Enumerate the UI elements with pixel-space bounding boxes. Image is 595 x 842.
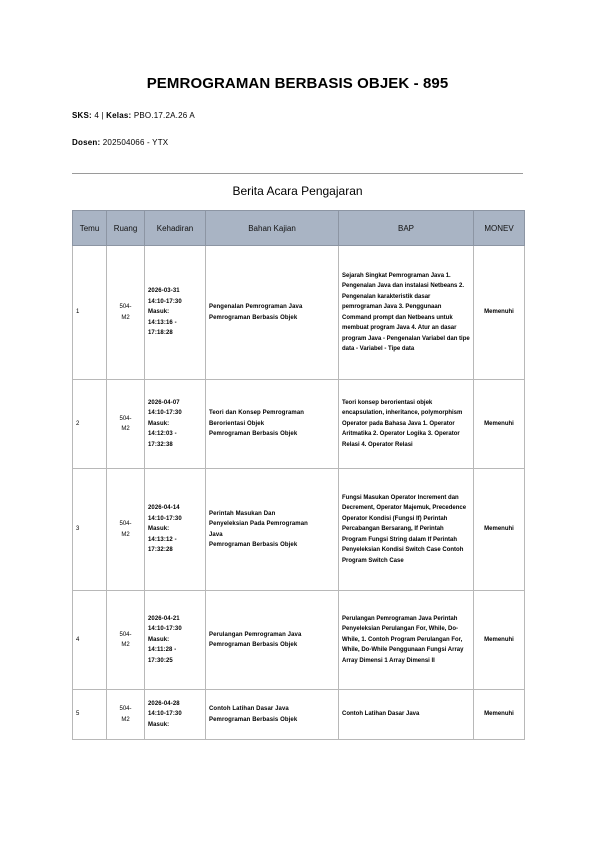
table-header-row <box>73 211 525 246</box>
cell-monev: Memenuhi <box>474 246 525 380</box>
meta-separator: | <box>101 111 104 120</box>
cell-kehadiran: 2026-04-28 14:10-17:30 Masuk: <box>145 690 206 740</box>
course-meta-line <box>72 111 195 120</box>
cell-bahan-kajian: Perulangan Pemrograman Java Pemrograman Berbasis Objek <box>206 591 339 690</box>
cell-kehadiran: 2026-04-14 14:10-17:30 Masuk: 14:13:12 - 17:32:28 <box>145 469 206 591</box>
cell-bahan-kajian: Teori dan Konsep Pemrograman Berorientasi Objek Pemrograman Berbasis Objek <box>206 380 339 469</box>
cell-temu: 5 <box>73 690 107 740</box>
cell-kehadiran: 2026-04-07 14:10-17:30 Masuk: 14:12:03 - 17:32:38 <box>145 380 206 469</box>
cell-ruang: 504- M2 <box>107 380 145 469</box>
cell-ruang: 504- M2 <box>107 591 145 690</box>
sks-value: 4 <box>94 111 100 120</box>
cell-monev: Memenuhi <box>474 469 525 591</box>
header-bahan-kajian: Bahan Kajian <box>206 211 339 246</box>
table-row <box>73 690 525 740</box>
cell-kehadiran: 2026-03-31 14:10-17:30 Masuk: 14:13:16 - 17:18:28 <box>145 246 206 380</box>
header-temu: Temu <box>73 211 107 246</box>
dosen-value: 202504066 - YTX <box>102 138 169 147</box>
cell-monev: Memenuhi <box>474 591 525 690</box>
lecturer-line <box>72 138 168 147</box>
cell-bahan-kajian: Contoh Latihan Dasar Java Pemrograman Berbasis Objek <box>206 690 339 740</box>
section-title: Berita Acara Pengajaran <box>232 184 363 198</box>
sks-label: SKS: <box>72 111 92 120</box>
cell-monev: Memenuhi <box>474 690 525 740</box>
cell-ruang: 504- M2 <box>107 690 145 740</box>
table-row <box>73 469 525 591</box>
header-ruang: Ruang <box>107 211 145 246</box>
page-title: PEMROGRAMAN BERBASIS OBJEK - 895 <box>146 75 449 92</box>
dosen-label: Dosen: <box>72 138 101 147</box>
cell-bap: Sejarah Singkat Pemrograman Java 1. Pengenalan Java dan instalasi Netbeans 2. Pengenalan karakteristik dasar pemrograman Java 3. Penggunaan Command prompt dan Netbeans untuk membuat program Java 4. Atur an dasar program Java - Pengenalan Variabel dan tipe data - Variabel - Tipe data <box>339 246 474 380</box>
cell-kehadiran: 2026-04-21 14:10-17:30 Masuk: 14:11:28 - 17:30:25 <box>145 591 206 690</box>
cell-bahan-kajian: Pengenalan Pemrograman Java Pemrograman Berbasis Objek <box>206 246 339 380</box>
header-monev: MONEV <box>474 211 525 246</box>
cell-ruang: 504- M2 <box>107 246 145 380</box>
teaching-record-table <box>72 210 525 740</box>
cell-bap: Fungsi Masukan Operator Increment dan Decrement, Operator Majemuk, Precedence Operator Kondisi (Fungsi If) Perintah Percabangan Bersarang, If Perintah Program Fungsi String dalam If Perintah Penyeleksian Kondisi Switch Case Contoh Program Switch Case <box>339 469 474 591</box>
cell-ruang: 504- M2 <box>107 469 145 591</box>
table-row <box>73 246 525 380</box>
divider <box>72 173 523 174</box>
cell-bap: Perulangan Pemrograman Java Perintah Penyeleksian Perulangan For, While, Do-While, 1. Contoh Program Perulangan For, While, Do-While Penggunaan Fungsi Array Array Dimensi 1 Array Dimensi II <box>339 591 474 690</box>
table-row <box>73 380 525 469</box>
table-row <box>73 591 525 690</box>
cell-bap: Teori konsep berorientasi objek encapsulation, inheritance, polymorphism Operator pada Bahasa Java 1. Operator Aritmatika 2. Operator Logika 3. Operator Relasi 4. Operator Relasi <box>339 380 474 469</box>
cell-monev: Memenuhi <box>474 380 525 469</box>
kelas-value: PBO.17.2A.26 A <box>133 111 195 120</box>
header-bap: BAP <box>339 211 474 246</box>
cell-temu: 3 <box>73 469 107 591</box>
cell-temu: 4 <box>73 591 107 690</box>
cell-temu: 2 <box>73 380 107 469</box>
header-kehadiran: Kehadiran <box>145 211 206 246</box>
cell-bahan-kajian: Perintah Masukan Dan Penyeleksian Pada Pemrograman Java Pemrograman Berbasis Objek <box>206 469 339 591</box>
cell-temu: 1 <box>73 246 107 380</box>
kelas-label: Kelas: <box>106 111 132 120</box>
cell-bap: Contoh Latihan Dasar Java <box>339 690 474 740</box>
